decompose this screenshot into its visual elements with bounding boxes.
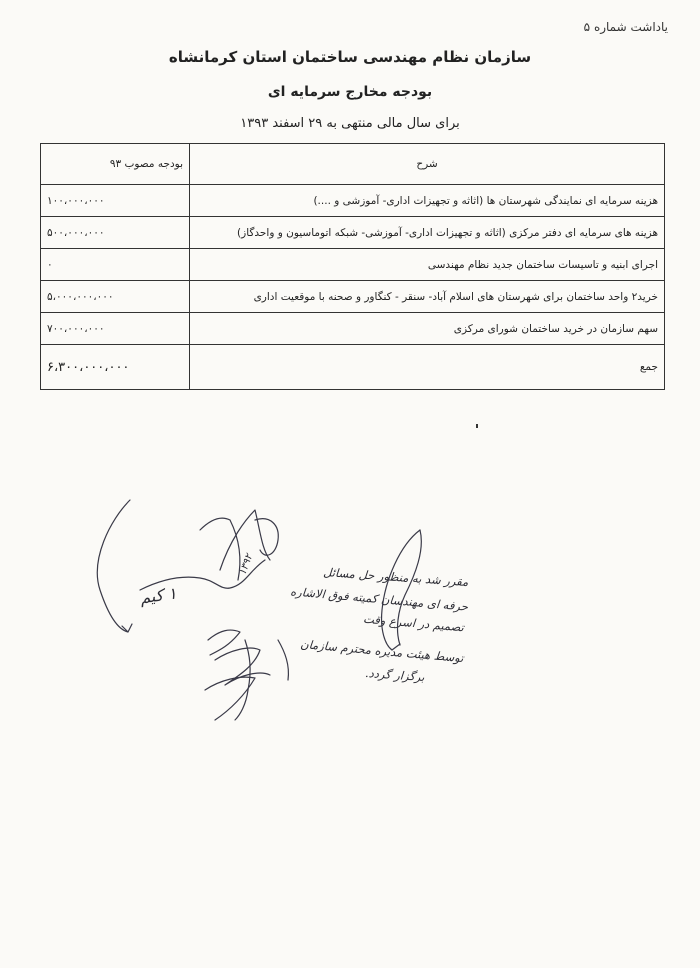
row-amount: ۰ [41, 249, 190, 281]
row-description: اجرای ابنیه و تاسیسات ساختمان جدید نظام مهندسی [190, 249, 665, 281]
header-description: شرح [190, 144, 665, 185]
row-description: سهم سازمان در خرید ساختمان شورای مرکزی [190, 313, 665, 345]
total-row [41, 345, 665, 390]
handwritten-line-2: حرفه ای مهندسان کمیته فوق الاشاره [289, 584, 469, 614]
row-description: هزینه سرمایه ای نمایندگی شهرستان ها (اثاثه و تجهیزات اداری- آموزشی و ....) [190, 185, 665, 217]
table-row [41, 185, 665, 217]
table-row [41, 217, 665, 249]
total-label: جمع [190, 345, 665, 390]
table-row [41, 313, 665, 345]
budget-table [40, 143, 665, 390]
note-number: یاداشت شماره ۵ [583, 20, 668, 34]
handwritten-line-5: برگزار گردد. [364, 665, 425, 685]
row-amount: ۵،۰۰۰،۰۰۰،۰۰۰ [41, 281, 190, 313]
table-header-row [41, 144, 665, 185]
table-row [41, 281, 665, 313]
organization-title: سازمان نظام مهندسی ساختمان استان کرمانشاه [168, 48, 532, 66]
row-description: هزینه های سرمایه ای دفتر مرکزی (اثاثه و تجهیزات اداری- آموزشی- شبکه اتوماسیون و واحدگاز) [190, 217, 665, 249]
signature-text-1: ۱ کیم [138, 583, 178, 608]
row-amount: ۵۰۰،۰۰۰،۰۰۰ [41, 217, 190, 249]
signature-text-2: ۱۳۹۲ [237, 552, 256, 577]
signature-left-icon [80, 480, 400, 740]
stray-mark [476, 424, 478, 428]
row-description: خرید۲ واحد ساختمان برای شهرستان های اسلام آباد- سنقر - کنگاور و صحنه با موقعیت اداری [190, 281, 665, 313]
budget-title: بودجه مخارج سرمایه ای [267, 84, 433, 100]
table-row [41, 249, 665, 281]
signature-right-icon [360, 520, 450, 670]
handwritten-line-4: توسط هیئت مدیره محترم سازمان [300, 636, 465, 666]
handwritten-line-1: مقرر شد به منظور حل مسائل [322, 564, 469, 590]
row-amount: ۱۰۰،۰۰۰،۰۰۰ [41, 185, 190, 217]
total-amount: ۶،۳۰۰،۰۰۰،۰۰۰ [41, 345, 190, 390]
fiscal-period: برای سال مالی منتهی به ۲۹ اسفند ۱۳۹۳ [240, 116, 460, 131]
row-amount: ۷۰۰،۰۰۰،۰۰۰ [41, 313, 190, 345]
handwritten-line-3: تصمیم در اسرع وقت [362, 611, 465, 635]
header-amount: بودجه مصوب ۹۳ [41, 144, 190, 185]
